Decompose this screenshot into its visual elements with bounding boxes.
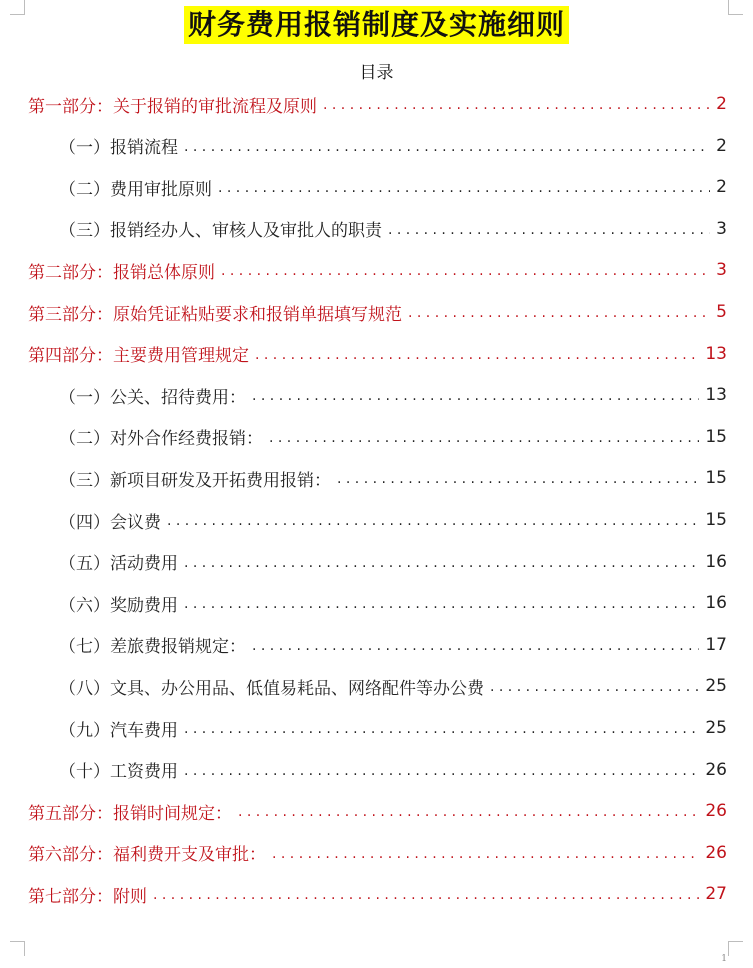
toc-entry-text: （七）差旅费报销规定： <box>59 637 246 658</box>
toc-heading: 目录 <box>359 63 394 83</box>
toc-page-number: 15 <box>705 510 727 530</box>
toc-dot-leader <box>184 721 699 743</box>
toc-entry-text: （三）新项目研发及开拓费用报销： <box>59 470 331 491</box>
toc-page-number: 15 <box>705 468 727 489</box>
toc-page-number: 2 <box>716 177 727 198</box>
toc-page-number: 3 <box>716 260 727 281</box>
page-corner-mark <box>10 941 25 956</box>
toc-page-number: 26 <box>705 801 727 822</box>
toc-page-number: 2 <box>716 94 727 114</box>
toc-entry-text: 第一部分：关于报销的审批流程及原则 <box>28 96 317 117</box>
toc-page-number: 16 <box>705 593 727 614</box>
toc-dot-leader <box>167 513 699 535</box>
toc-dot-leader <box>272 846 699 868</box>
page-corner-mark <box>728 941 743 956</box>
toc-page-number: 2 <box>716 135 727 156</box>
document-title: 财务费用报销制度及实施细则 <box>184 6 569 44</box>
toc-entry-text: （三）报销经办人、审核人及审批人的职责 <box>59 221 382 242</box>
toc-dot-leader <box>184 139 710 161</box>
toc-dot-leader <box>252 388 699 410</box>
toc-subsection-entry[interactable] <box>59 422 727 452</box>
toc-section-entry[interactable] <box>28 297 727 327</box>
toc-entry-text: 第三部分：原始凭证粘贴要求和报销单据填写规范 <box>28 304 402 325</box>
toc-subsection-entry[interactable] <box>59 214 727 244</box>
toc-page-number: 26 <box>705 842 727 863</box>
toc-page-number: 13 <box>705 343 727 364</box>
toc-subsection-entry[interactable] <box>59 671 727 701</box>
toc-dot-leader <box>184 763 699 785</box>
toc-entry-text: （一）公关、招待费用： <box>59 387 246 408</box>
toc-section-entry[interactable] <box>28 879 727 909</box>
toc-dot-leader <box>323 97 710 119</box>
toc-page-number: 15 <box>705 426 727 447</box>
toc-page-number: 26 <box>705 759 727 780</box>
toc-section-entry[interactable] <box>28 339 727 369</box>
toc-entry-text: （四）会议费 <box>59 512 161 533</box>
toc-entry-text: 第七部分：附则 <box>28 886 147 907</box>
toc-page-number: 3 <box>716 218 727 239</box>
toc-dot-leader <box>218 180 710 202</box>
toc-entry-text: 第五部分：报销时间规定： <box>28 803 232 824</box>
toc-section-entry[interactable] <box>28 89 727 119</box>
toc-page-number: 5 <box>716 302 727 322</box>
toc-section-entry[interactable] <box>28 796 727 826</box>
toc-section-entry[interactable] <box>28 838 727 868</box>
toc-subsection-entry[interactable] <box>59 630 727 660</box>
toc-entry-text: （五）活动费用 <box>59 554 178 575</box>
toc-entry-text: 第六部分：福利费开支及审批： <box>28 845 266 866</box>
toc-subsection-entry[interactable] <box>59 713 727 743</box>
toc-subsection-entry[interactable] <box>59 131 727 161</box>
toc-dot-leader <box>255 347 699 369</box>
toc-page-number: 13 <box>705 385 727 406</box>
toc-dot-leader <box>388 222 710 244</box>
toc-dot-leader <box>269 430 699 452</box>
toc-subsection-entry[interactable] <box>59 588 727 618</box>
toc-dot-leader <box>184 555 699 577</box>
toc-entry-text: （十）工资费用 <box>59 762 178 783</box>
toc-dot-leader <box>238 804 699 826</box>
toc-subsection-entry[interactable] <box>59 505 727 535</box>
toc-section-entry[interactable] <box>28 255 727 285</box>
toc-entry-text: 第二部分：报销总体原则 <box>28 262 215 283</box>
toc-page-number: 27 <box>705 884 727 905</box>
toc-page-number: 25 <box>705 718 727 738</box>
toc-dot-leader <box>184 596 699 618</box>
toc-entry-text: （六）奖励费用 <box>59 595 178 616</box>
toc-page-number: 17 <box>705 634 727 655</box>
toc-entry-text: （九）汽车费用 <box>59 720 178 741</box>
toc-entry-text: （二）对外合作经费报销： <box>59 429 263 450</box>
toc-entry-text: （二）费用审批原则 <box>59 179 212 200</box>
toc-dot-leader <box>221 263 710 285</box>
toc-dot-leader <box>252 638 699 660</box>
toc-subsection-entry[interactable] <box>59 172 727 202</box>
toc-dot-leader <box>153 887 699 909</box>
title-wrapper <box>0 6 753 44</box>
toc-subsection-entry[interactable] <box>59 755 727 785</box>
toc-subsection-entry[interactable] <box>59 380 727 410</box>
toc-subsection-entry[interactable] <box>59 547 727 577</box>
toc-entry-text: 第四部分：主要费用管理规定 <box>28 346 249 367</box>
toc-page-number: 25 <box>705 676 727 697</box>
toc-entry-text: （一）报销流程 <box>59 138 178 159</box>
toc-dot-leader <box>490 679 699 701</box>
toc-page-number: 16 <box>705 551 727 572</box>
toc-dot-leader <box>408 305 710 327</box>
page-number: 1 <box>721 954 727 964</box>
toc-subsection-entry[interactable] <box>59 463 727 493</box>
toc-entry-text: （八）文具、办公用品、低值易耗品、网络配件等办公费 <box>59 678 484 699</box>
toc-dot-leader <box>337 471 699 493</box>
